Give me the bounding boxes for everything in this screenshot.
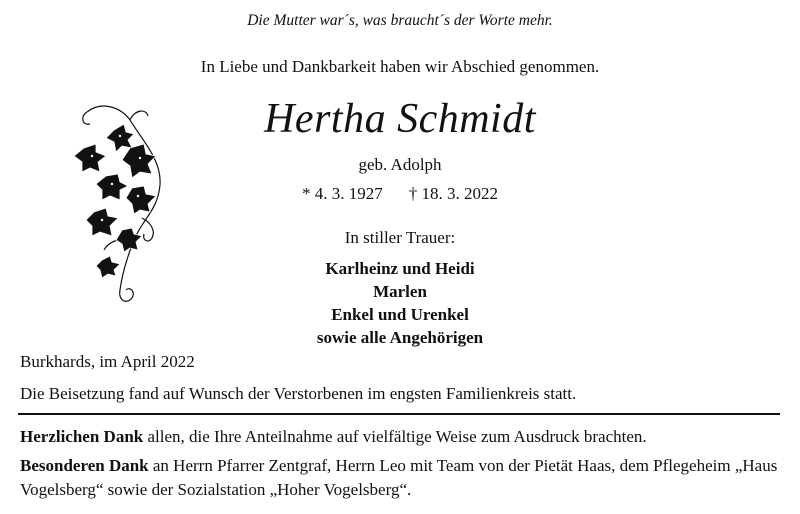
motto-line: Die Mutter war´s, was braucht´s der Worte mehr. <box>247 12 553 29</box>
mourner-name: sowie alle Angehörigen <box>316 328 484 347</box>
mourner-name: Marlen <box>373 282 427 301</box>
mourner-name: Enkel und Urenkel <box>331 305 469 324</box>
thanks-lead: Herzlichen Dank <box>20 427 144 446</box>
mourners-list <box>0 257 800 349</box>
birth-date: * 4. 3. 1927 <box>302 184 383 203</box>
thanks-paragraph <box>20 425 780 449</box>
funeral-note: Die Beisetzung fand auf Wunsch der Verstorbenen im engsten Familienkreis statt. <box>20 384 577 403</box>
mourning-heading: In stiller Trauer: <box>344 228 456 247</box>
life-dates <box>0 184 800 204</box>
divider-line <box>18 413 780 415</box>
thanks-paragraph <box>20 454 780 502</box>
thanks-lead: Besonderen Dank <box>20 456 149 475</box>
thanks-section <box>20 425 780 502</box>
mourner-name: Karlheinz und Heidi <box>325 259 475 278</box>
intro-line: In Liebe und Dankbarkeit haben wir Abschied genommen. <box>200 57 600 76</box>
place-date: Burkhards, im April 2022 <box>20 352 195 371</box>
birth-name: geb. Adolph <box>358 155 442 174</box>
deceased-name: Hertha Schmidt <box>264 96 536 142</box>
death-date: † 18. 3. 2022 <box>408 184 498 203</box>
thanks-text: an Herrn Pfarrer Zentgraf, Herrn Leo mit Team von der Pietät Haas, dem Pflegeheim „Haus Vogelsberg“ sowie der Sozialstation „Hoher Vogelsberg“. <box>20 456 778 499</box>
thanks-text: allen, die Ihre Anteilnahme auf vielfältige Weise zum Ausdruck brachten. <box>143 427 647 446</box>
